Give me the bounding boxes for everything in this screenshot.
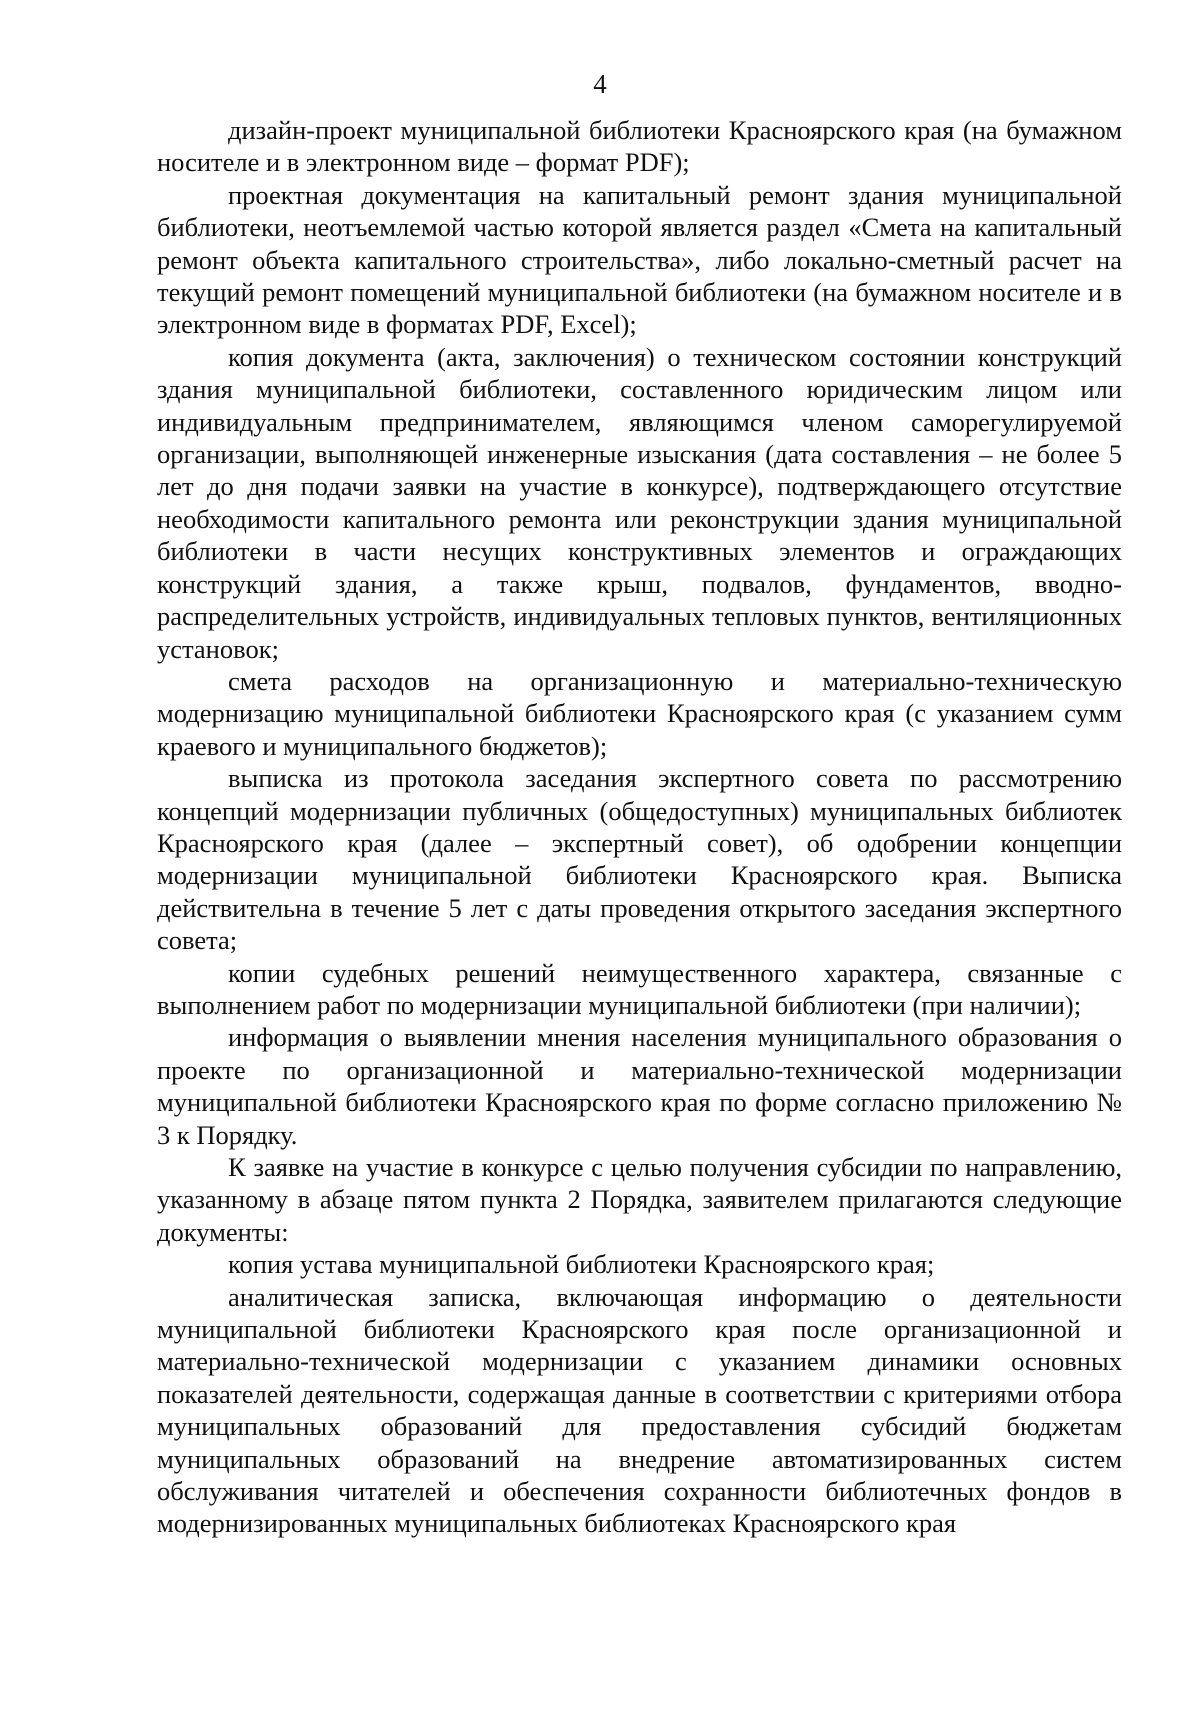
paragraph-protocol-extract: выписка из протокола заседания экспертного совета по рассмотрению концепций модернизации публичных (общедоступных) муниципальных библиотек Красноярского края (далее – экспертный совет), об одобрении концепции модернизации муниципальной библиотеки Красноярского края. Выписка действительна в течение 5 лет с даты проведения открытого заседания экспертного совета;: [157, 763, 1122, 956]
paragraph-cost-estimate: смета расходов на организационную и материально-техническую модернизацию муниципальной библиотеки Красноярского края (с указанием сумм краевого и муниципального бюджетов);: [157, 665, 1122, 761]
paragraph-project-documentation: проектная документация на капитальный ремонт здания муниципальной библиотеки, неотъемлемой частью которой является раздел «Смета на капитальный ремонт объекта капитального строительства», либо локально-сметный расчет на текущий ремонт помещений муниципальной библиотеки (на бумажном носителе и в электронном виде в форматах PDF, Excel);: [157, 179, 1122, 340]
paragraph-public-opinion: информация о выявлении мнения населения муниципального образования о проекте по организационной и материально-технической модернизации муниципальной библиотеки Красноярского края по форме согласно приложению № 3 к Порядку.: [157, 1022, 1122, 1150]
paragraph-design-project: дизайн-проект муниципальной библиотеки Красноярского края (на бумажном носителе и в электронном виде – формат PDF);: [157, 115, 1122, 178]
paragraph-analytical-note: аналитическая записка, включающая информацию о деятельности муниципальной библиотеки Красноярского края после организационной и материально-технической модернизации с указанием динамики основных показателей деятельности, содержащая данные в соответствии с критериями отбора муниципальных образований для предоставления субсидий бюджетам муниципальных образований на внедрение автоматизированных систем обслуживания читателей и обеспечения сохранности библиотечных фондов в модернизированных муниципальных библиотеках Красноярского края: [157, 1281, 1122, 1539]
paragraph-charter-copy: копия устава муниципальной библиотеки Красноярского края;: [228, 1249, 935, 1280]
document-body: [157, 114, 1122, 1540]
paragraph-technical-condition: копия документа (акта, заключения) о техническом состоянии конструкций здания муниципальной библиотеки, составленного юридическим лицом или индивидуальным предпринимателем, являющимся членом саморегулируемой организации, выполняющей инженерные изыскания (дата составления – не более 5 лет до дня подачи заявки на участие в конкурсе), подтверждающего отсутствие необходимости капитального ремонта или реконструкции здания муниципальной библиотеки в части несущих конструктивных элементов и ограждающих конструкций здания, а также крыш, подвалов, фундаментов, вводно-распределительных устройств, индивидуальных тепловых пунктов, вентиляционных установок;: [157, 341, 1122, 664]
page-number: 4: [593, 69, 607, 99]
paragraph-application-documents: К заявке на участие в конкурсе с целью получения субсидии по направлению, указанному в абзаце пятом пункта 2 Порядка, заявителем прилагаются следующие документы:: [157, 1152, 1122, 1247]
paragraph-court-decisions: копии судебных решений неимущественного характера, связанные с выполнением работ по модернизации муниципальной библиотеки (при наличии);: [157, 957, 1122, 1020]
